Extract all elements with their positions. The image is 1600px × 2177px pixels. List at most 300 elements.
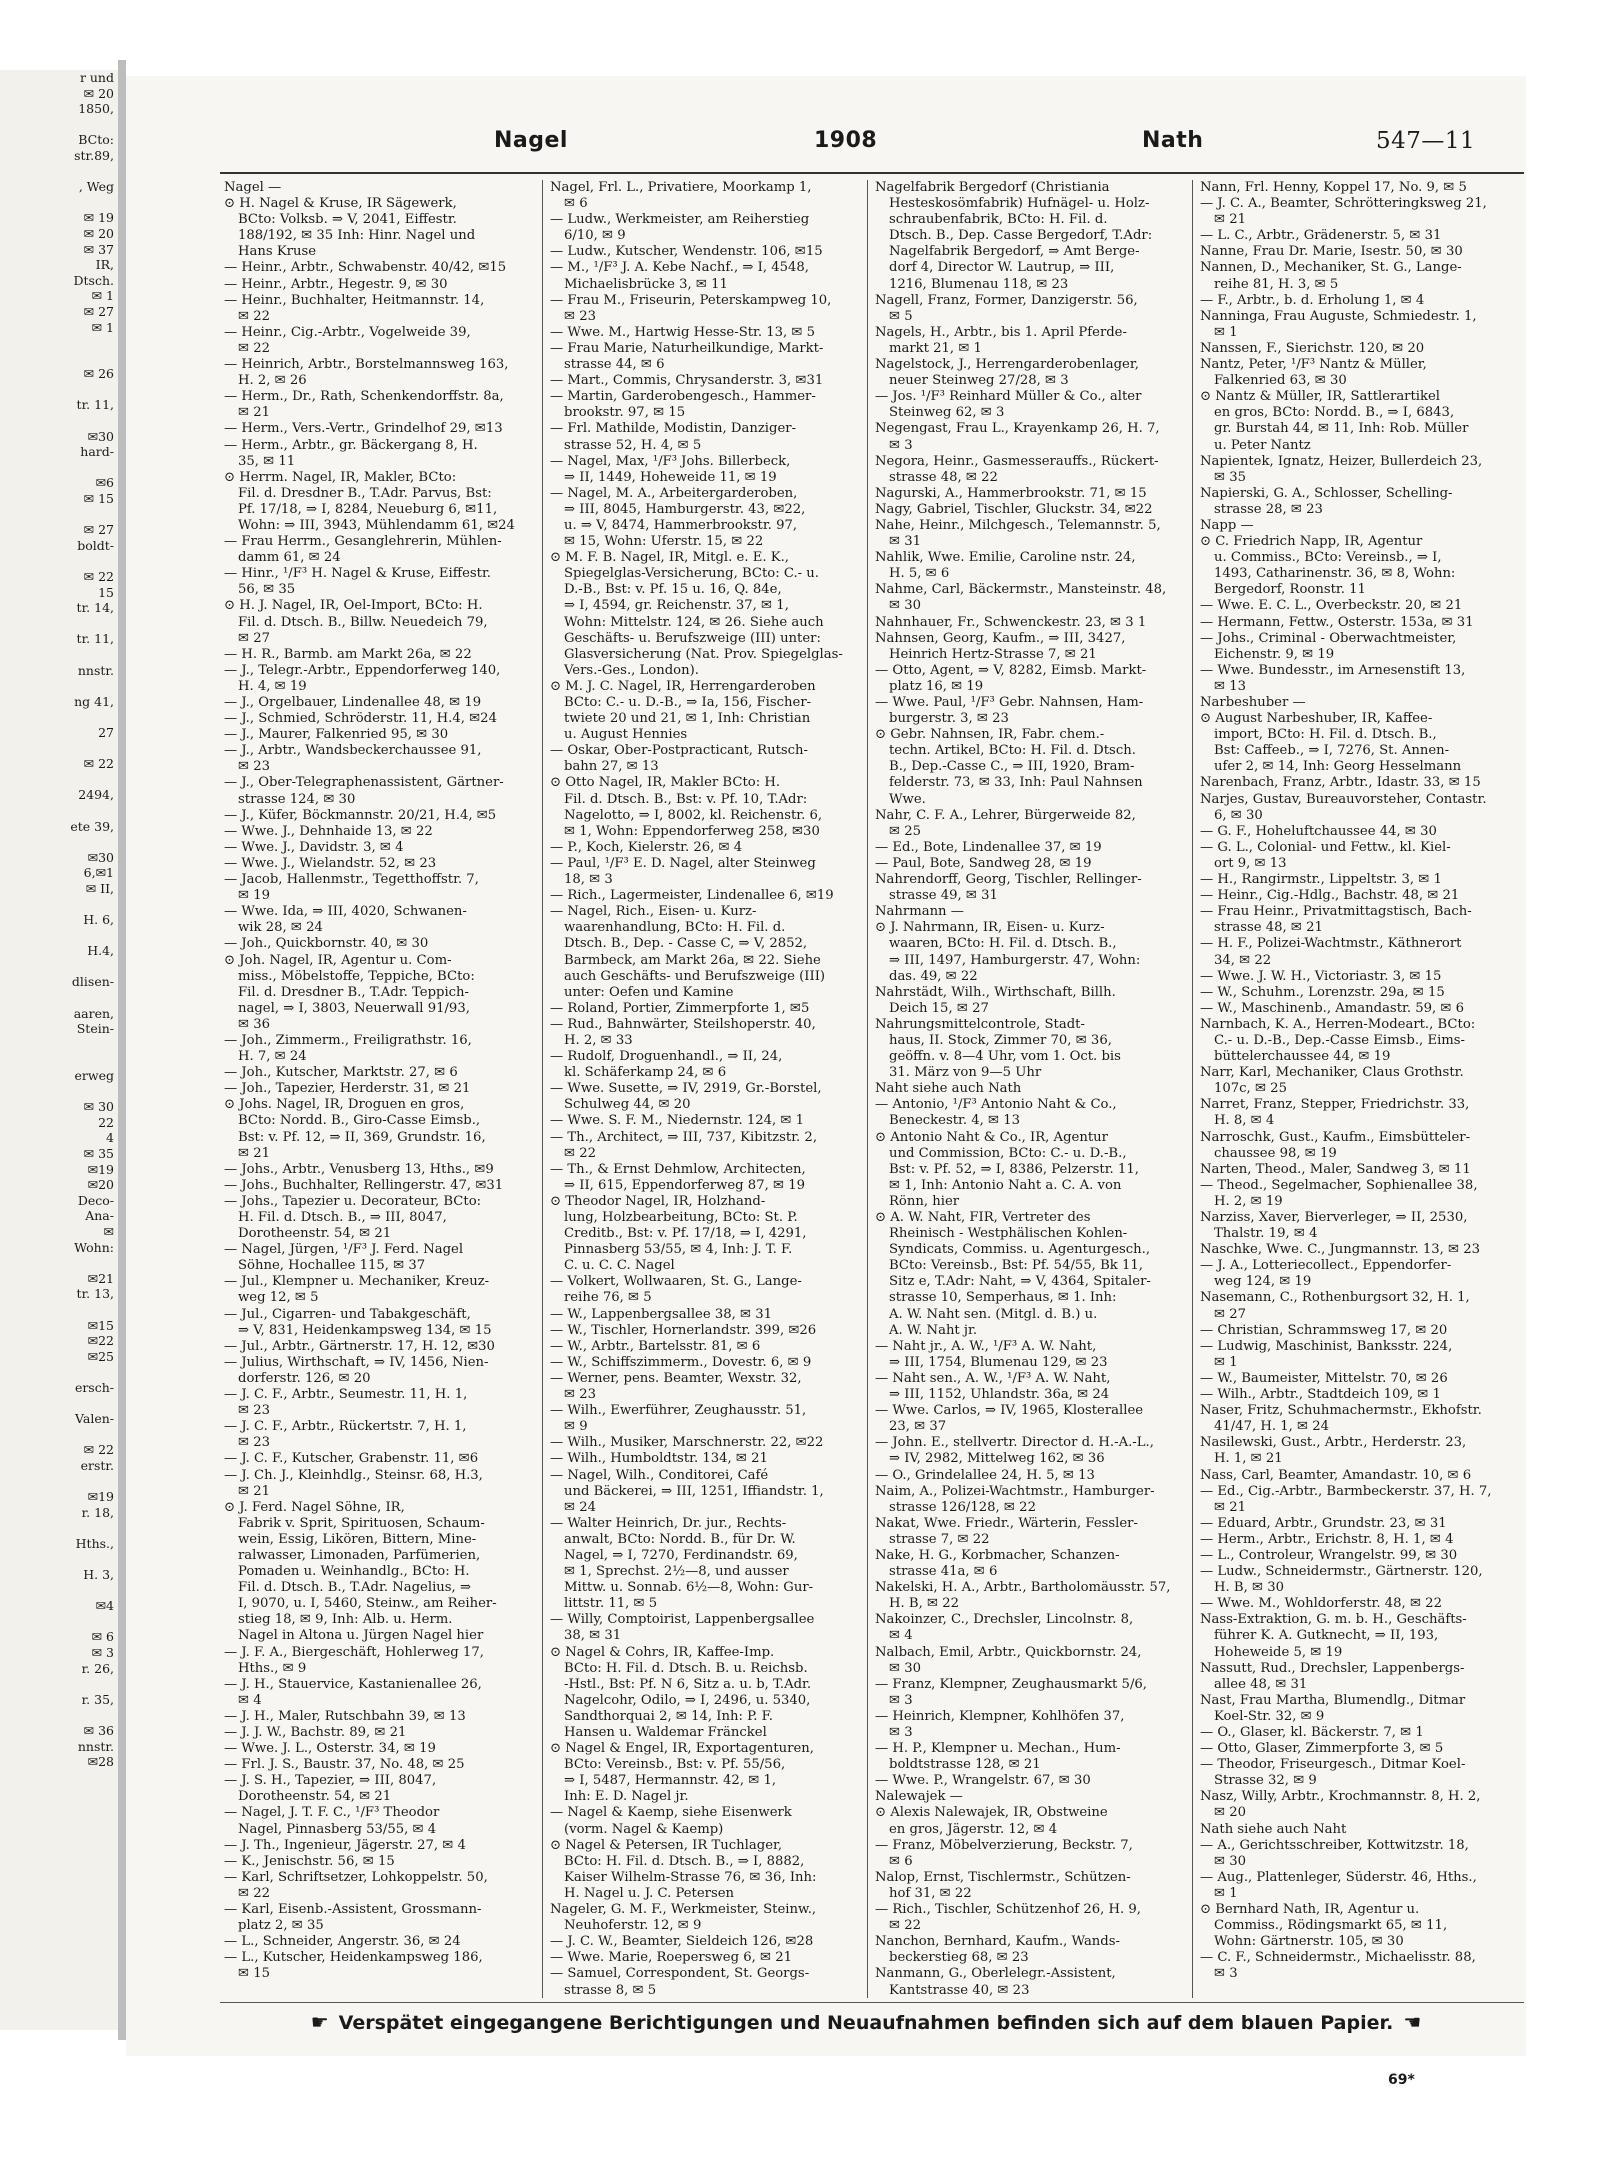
prev-page-fragment: ✉ 36 xyxy=(83,1722,114,1738)
entry-line: — Otto, Agent, ⇒ V, 8282, Eimsb. Markt- xyxy=(875,662,1147,678)
entry-line: — Wilh., Arbtr., Stadtdeich 109, ✉ 1 xyxy=(1200,1387,1441,1403)
entry-line: — Christian, Schrammsweg 17, ✉ 20 xyxy=(1200,1322,1448,1338)
entry-line: ⇒ III, 1754, Blumenau 129, ✉ 23 xyxy=(889,1354,1108,1370)
entry-line: — Johs., Criminal - Oberwachtmeister, xyxy=(1200,630,1457,646)
entry-line: boldtstrasse 128, ✉ 21 xyxy=(889,1757,1041,1773)
entry-line: Naim, A., Polizei-Wachtmstr., Hamburger- xyxy=(875,1483,1155,1499)
entry-line: u. Peter Nantz xyxy=(1214,437,1311,453)
prev-page-fragment: ✉ xyxy=(103,1223,114,1239)
entry-line: strasse 49, ✉ 31 xyxy=(889,888,998,904)
entry-line: weg 124, ✉ 19 xyxy=(1214,1274,1312,1290)
entry-line: Kantstrasse 40, ✉ 23 xyxy=(889,1982,1030,1998)
entry-line: — H., Rangirmstr., Lippeltstr. 3, ✉ 1 xyxy=(1200,872,1442,888)
entry-line: strasse 48, ✉ 21 xyxy=(1214,920,1323,936)
entry-line: Dtsch. B., Dep. Casse Bergedorf, T.Adr: xyxy=(889,228,1153,244)
prev-page-fragment: tr. 14, xyxy=(76,600,114,616)
entry-line: ⊙ Nagel & Engel, IR, Exportagenturen, xyxy=(550,1741,814,1757)
entry-line: Narr, Karl, Mechaniker, Claus Grothstr. xyxy=(1200,1065,1464,1081)
entry-line: — Wilh., Ewerführer, Zeughausstr. 51, xyxy=(550,1403,807,1419)
entry-line: 18, ✉ 3 xyxy=(564,872,613,888)
entry-line: Fil. d. Dresdner B., T.Adr. Teppich- xyxy=(238,984,470,1000)
header-rule xyxy=(220,172,1524,174)
prev-page-fragment xyxy=(0,351,118,367)
prev-page-fragment: H. 3, xyxy=(83,1567,114,1582)
entry-line: Nannen, D., Mechaniker, St. G., Lange- xyxy=(1200,260,1462,276)
entry-line: Nahme, Carl, Bäckermstr., Mansteinstr. 48, xyxy=(875,582,1167,598)
entry-line: — Franz, Möbelverzierung, Beckstr. 7, xyxy=(875,1837,1133,1853)
entry-line: — Jos. ¹/F³ Reinhard Müller & Co., alter xyxy=(875,389,1142,405)
prev-page-fragment: ✉19 xyxy=(87,1489,114,1505)
prev-page-fragment xyxy=(0,382,118,398)
entry-line: u. ⇒ V, 8474, Hammerbrookstr. 97, xyxy=(564,517,798,533)
entry-line: bahn 27, ✉ 13 xyxy=(564,759,659,775)
entry-line: 1493, Catharinenstr. 36, ✉ 8, Wohn: xyxy=(1214,566,1456,582)
entry-line: — Wwe. J. W. H., Victoriastr. 3, ✉ 15 xyxy=(1200,968,1442,984)
column-1 xyxy=(224,180,536,1998)
column-divider xyxy=(1192,180,1193,1998)
entry-line: 107c, ✉ 25 xyxy=(1214,1081,1287,1097)
entry-line: ⊙ J. Ferd. Nagel Söhne, IR, xyxy=(224,1499,405,1515)
entry-line: — Rich., Tischler, Schützenhof 26, H. 9, xyxy=(875,1902,1141,1918)
entry-line: — J., Schmied, Schröderstr. 11, H.4, ✉24 xyxy=(224,711,497,727)
prev-page-fragment: r und xyxy=(79,70,114,85)
column-2 xyxy=(550,180,862,1998)
entry-line: — Wilh., Humboldtstr. 134, ✉ 21 xyxy=(550,1451,768,1467)
entry-line: — Ludw., Werkmeister, am Reiherstieg xyxy=(550,212,810,228)
entry-line: Nagel — xyxy=(224,180,282,195)
prev-page-fragment xyxy=(0,896,118,912)
entry-line: Nanne, Frau Dr. Marie, Isestr. 50, ✉ 30 xyxy=(1200,244,1463,260)
entry-line: ✉ 20 xyxy=(1214,1805,1247,1821)
entry-line: Nahrmann — xyxy=(875,904,964,920)
entry-line: — Th., Architect, ⇒ III, 737, Kibitzstr. 2, xyxy=(550,1129,818,1145)
entry-line: — J. S. H., Tapezier, ⇒ III, 8047, xyxy=(224,1773,437,1789)
entry-line: strasse 10, Semperhaus, ✉ 1. Inh: xyxy=(889,1290,1117,1306)
entry-line: — L., Schneider, Angerstr. 36, ✉ 24 xyxy=(224,1934,461,1950)
entry-line: ✉ 21 xyxy=(238,1145,271,1161)
entry-line: Naht siehe auch Nath xyxy=(875,1081,1022,1097)
entry-line: H. Nagel u. J. C. Petersen xyxy=(564,1885,735,1901)
prev-page-fragment xyxy=(0,1707,118,1723)
entry-line: Nagel in Altona u. Jürgen Nagel hier xyxy=(238,1628,484,1644)
prev-page-fragment xyxy=(0,1427,118,1443)
entry-line: Geschäfts- u. Berufszweige (III) unter: xyxy=(564,630,821,646)
entry-line: Nakelski, H. A., Arbtr., Bartholomäusstr. 57, xyxy=(875,1580,1171,1596)
entry-line: ⊙ Antonio Naht & Co., IR, Agentur xyxy=(875,1129,1108,1145)
entry-line: — Aug., Plattenleger, Süderstr. 46, Hths., xyxy=(1200,1869,1477,1885)
prev-page-fragment: Ana- xyxy=(85,1208,114,1224)
entry-line: — Roland, Portier, Zimmerpforte 1, ✉5 xyxy=(550,1000,810,1016)
prev-page-fragment: ersch- xyxy=(74,1379,114,1395)
entry-line: — O., Grindelallee 24, H. 5, ✉ 13 xyxy=(875,1467,1095,1483)
prev-page-fragment: ✉ 22 xyxy=(83,569,114,584)
prev-page-fragment: Hths., xyxy=(75,1535,114,1551)
prev-page-fragment xyxy=(0,1395,118,1411)
entry-line: — Mart., Commis, Chrysanderstr. 3, ✉31 xyxy=(550,373,824,389)
prev-page-fragment: ✉ 22 xyxy=(83,756,114,772)
entry-line: Hansen u. Waldemar Fränckel xyxy=(564,1725,767,1740)
entry-line: Nagels, H., Arbtr., bis 1. April Pferde- xyxy=(875,324,1127,340)
entry-line: hof 31, ✉ 22 xyxy=(889,1885,972,1901)
entry-line: Nagelfabrik Bergedorf (Christiania xyxy=(875,180,1110,195)
entry-line: — Jacob, Hallenmstr., Tegetthoffstr. 7, xyxy=(224,872,479,888)
entry-line: ✉ 3 xyxy=(1214,1966,1238,1982)
entry-line: waaren, BCto: H. Fil. d. Dtsch. B., xyxy=(889,936,1117,952)
entry-line: Wohn: Gärtnerstr. 105, ✉ 30 xyxy=(1214,1934,1404,1950)
prev-page-fragment: ✉21 xyxy=(87,1270,114,1286)
entry-line: — Hermann, Fettw., Osterstr. 153a, ✉ 31 xyxy=(1200,614,1474,630)
entry-line: reihe 81, H. 3, ✉ 5 xyxy=(1214,276,1339,292)
entry-line: — M., ¹/F³ J. A. Kebe Nachf., ⇒ I, 4548, xyxy=(550,260,809,276)
entry-line: Nann, Frl. Henny, Koppel 17, No. 9, ✉ 5 xyxy=(1200,180,1467,195)
entry-line: Bst: v. Pf. 52, ⇒ I, 8386, Pelzerstr. 11, xyxy=(889,1161,1139,1177)
entry-line: — Franz, Klempner, Zeughausmarkt 5/6, xyxy=(875,1676,1147,1692)
entry-line: Nakoinzer, C., Drechsler, Lincolnstr. 8, xyxy=(875,1612,1134,1628)
entry-line: ⊙ A. W. Naht, FIR, Vertreter des xyxy=(875,1210,1091,1225)
entry-line: — Joh., Zimmerm., Freiligrathstr. 16, xyxy=(224,1032,472,1048)
entry-line: strasse 28, ✉ 23 xyxy=(1214,501,1323,517)
entry-line: Nanssen, F., Sierichstr. 120, ✉ 20 xyxy=(1200,340,1425,356)
entry-line: Sandthorquai 2, ✉ 14, Inh: P. F. xyxy=(564,1708,773,1724)
pointing-hand-icon: ☛ xyxy=(310,2010,329,2034)
entry-line: Nalbach, Emil, Arbtr., Quickbornstr. 24, xyxy=(875,1644,1142,1660)
entry-line: ⊙ Bernhard Nath, IR, Agentur u. xyxy=(1200,1902,1420,1918)
entry-line: Schulweg 44, ✉ 20 xyxy=(564,1097,691,1113)
entry-line: -Hstl., Bst: Pf. N 6, Sitz a. u. b, T.Adr. xyxy=(564,1676,812,1692)
entry-line: und Bäckerei, ⇒ III, 1251, Iffiandstr. 1, xyxy=(564,1483,824,1499)
entry-line: Mittw. u. Sonnab. 6½—8, Wohn: Gur- xyxy=(564,1580,814,1596)
entry-line: — Jul., Arbtr., Gärtnerstr. 17, H. 12, ✉30 xyxy=(224,1338,495,1354)
entry-line: — Johs., Buchhalter, Rellingerstr. 47, ✉31 xyxy=(224,1177,504,1193)
entry-line: Syndicats, Commiss. u. Agenturgesch., xyxy=(889,1242,1151,1258)
entry-line: — Wwe. P., Wrangelstr. 67, ✉ 30 xyxy=(875,1773,1091,1789)
entry-line: ✉ 21 xyxy=(238,405,271,421)
entry-line: ⊙ H. Nagel & Kruse, IR Sägewerk, xyxy=(224,196,457,212)
prev-page-fragment: 27 xyxy=(98,724,114,740)
prev-page-fragment xyxy=(0,460,118,476)
prev-page-fragment xyxy=(0,1255,118,1271)
entry-line: ⊙ Otto Nagel, IR, Makler BCto: H. xyxy=(550,775,781,791)
entry-line: Nasilewski, Gust., Arbtr., Herderstr. 23, xyxy=(1200,1435,1467,1451)
entry-line: ✉ 15 xyxy=(238,1966,271,1982)
entry-line: Nahe, Heinr., Milchgesch., Telemannstr. 5, xyxy=(875,517,1161,533)
entry-line: und Commission, BCto: C.- u. D.-B., xyxy=(889,1145,1127,1161)
prev-page-fragment xyxy=(0,1583,118,1599)
prev-page-fragment: BCto: xyxy=(78,132,114,148)
entry-line: — J. J. W., Bachstr. 89, ✉ 21 xyxy=(224,1725,407,1740)
entry-line: u. Commiss., BCto: Vereinsb., ⇒ I, xyxy=(1214,550,1442,566)
entry-line: en gros, BCto: Nordd. B., ⇒ I, 6843, xyxy=(1214,405,1455,421)
book-gutter xyxy=(118,60,126,2040)
entry-line: ✉ 13 xyxy=(1214,678,1247,694)
entry-line: Nanninga, Frau Auguste, Schmiedestr. 1, xyxy=(1200,308,1477,324)
entry-line: — Paul, Bote, Sandweg 28, ✉ 19 xyxy=(875,855,1092,871)
entry-line: 56, ✉ 35 xyxy=(238,582,296,598)
entry-line: BCto: H. Fil. d. Dtsch. B. u. Reichsb. xyxy=(564,1660,808,1676)
prev-page-fragment: ✉25 xyxy=(87,1348,114,1364)
entry-line: H. 8, ✉ 4 xyxy=(1214,1113,1275,1129)
entry-line: — Jul., Klempner u. Mechaniker, Kreuz- xyxy=(224,1274,490,1290)
prev-page-fragment xyxy=(0,1052,118,1068)
entry-line: Nahrungsmittelcontrole, Stadt- xyxy=(875,1016,1085,1032)
prev-page-fragment: 2494, xyxy=(78,787,114,803)
prev-page-fragment: dlisen- xyxy=(71,974,114,990)
entry-line: — Karl, Schriftsetzer, Lohkoppelstr. 50, xyxy=(224,1869,488,1885)
entry-line: Nanchon, Bernhard, Kaufm., Wands- xyxy=(875,1934,1120,1950)
entry-line: 34, ✉ 22 xyxy=(1214,952,1272,968)
entry-line: techn. Artikel, BCto: H. Fil. d. Dtsch. xyxy=(889,743,1136,759)
prev-page-fragment xyxy=(0,1676,118,1692)
entry-line: ✉ 4 xyxy=(889,1628,913,1644)
entry-line: ort 9, ✉ 13 xyxy=(1214,855,1287,871)
entry-line: H. Fil. d. Dtsch. B., ⇒ III, 8047, xyxy=(238,1210,447,1225)
entry-line: — J. Ch. J., Kleinhdlg., Steinsr. 68, H.3, xyxy=(224,1467,483,1483)
prev-page-fragment xyxy=(0,164,118,180)
entry-line: — Wilh., Musiker, Marschnerstr. 22, ✉22 xyxy=(550,1435,824,1451)
entry-line: — J. F. A., Biergeschäft, Hohlerweg 17, xyxy=(224,1644,484,1660)
prev-page-fragment: Wohn: xyxy=(74,1239,114,1255)
entry-line: strasse 44, ✉ 6 xyxy=(564,357,665,373)
entry-line: — Wwe. J., Dehnhaide 13, ✉ 22 xyxy=(224,823,433,839)
prev-page-fragment: ✉ 27 xyxy=(83,303,114,319)
entry-line: ✉ 23 xyxy=(238,759,271,775)
entry-line: ⇒ II, 615, Eppendorferweg 87, ✉ 19 xyxy=(564,1177,805,1193)
entry-line: Bergedorf, Roonstr. 11 xyxy=(1214,582,1366,598)
entry-line: Thalstr. 19, ✉ 4 xyxy=(1214,1226,1318,1242)
entry-line: H. 4, ✉ 19 xyxy=(238,678,307,694)
entry-line: — F., Arbtr., b. d. Erholung 1, ✉ 4 xyxy=(1200,292,1425,308)
entry-line: — Heinr., Cig.-Arbtr., Vogelweide 39, xyxy=(224,324,471,340)
entry-line: — Nagel, J. T. F. C., ¹/F³ Theodor xyxy=(224,1805,440,1821)
entry-line: — Nagel, Jürgen, ¹/F³ J. Ferd. Nagel xyxy=(224,1242,464,1258)
entry-line: ✉ 23 xyxy=(238,1403,271,1419)
entry-line: ✉ 22 xyxy=(564,1145,597,1161)
entry-line: — H. F., Polizei-Wachtmstr., Käthnerort xyxy=(1200,936,1462,952)
entry-line: — W., Maschinenb., Amandastr. 59, ✉ 6 xyxy=(1200,1000,1465,1016)
entry-line: dorf 4, Director W. Lautrup, ⇒ III, xyxy=(889,260,1115,276)
entry-line: — W., Baumeister, Mittelstr. 70, ✉ 26 xyxy=(1200,1370,1448,1386)
entry-line: ✉ 15, Wohn: Uferstr. 15, ✉ 22 xyxy=(564,534,764,550)
entry-line: Fabrik v. Sprit, Spirituosen, Schaum- xyxy=(238,1515,485,1531)
entry-line: Narroschk, Gust., Kaufm., Eimsbütteler- xyxy=(1200,1129,1471,1145)
entry-line: unter: Oefen und Kamine xyxy=(564,984,734,1000)
entry-line: D.-B., Bst: v. Pf. 15 u. 16, Q. 84e, xyxy=(564,582,782,598)
entry-line: — Herm., Dr., Rath, Schenkendorffstr. 8a, xyxy=(224,389,504,405)
entry-line: — Wwe. Marie, Roepersweg 6, ✉ 21 xyxy=(550,1950,792,1966)
entry-line: — Frau Heinr., Privatmittagstisch, Bach- xyxy=(1200,904,1472,920)
entry-line: — Wwe. M., Wohldorferstr. 48, ✉ 22 xyxy=(1200,1596,1442,1612)
entry-line: ✉ 4 xyxy=(238,1692,262,1708)
entry-line: ✉ 3 xyxy=(889,1692,913,1708)
prev-page-fragment: ✉ 20 xyxy=(83,225,114,241)
entry-line: — J., Ober-Telegraphenassistent, Gärtner- xyxy=(224,775,504,791)
entry-line: Nagelstock, J., Herrengarderobenlager, xyxy=(875,357,1139,373)
entry-line: strasse 124, ✉ 30 xyxy=(238,791,356,807)
entry-line: import, BCto: H. Fil. d. Dtsch. B., xyxy=(1214,727,1437,743)
entry-line: — J. C. F., Kutscher, Grabenstr. 11, ✉6 xyxy=(224,1451,479,1467)
entry-line: Nassutt, Rud., Drechsler, Lappenbergs- xyxy=(1200,1660,1465,1676)
entry-line: ✉ 21 xyxy=(1214,1499,1247,1515)
entry-line: — G. L., Colonial- und Fettw., kl. Kiel- xyxy=(1200,839,1451,855)
entry-line: Wohn: ⇒ III, 3943, Mühlendamm 61, ✉24 xyxy=(238,517,515,533)
prev-page-fragment xyxy=(0,709,118,725)
entry-line: lung, Holzbearbeitung, BCto: St. P. xyxy=(564,1210,798,1225)
entry-line: — L., Kutscher, Heidenkampsweg 186, xyxy=(224,1950,483,1966)
prev-page-fragment: nnstr. xyxy=(77,662,114,678)
entry-line: ⇒ I, 5487, Hermannstr. 42, ✉ 1, xyxy=(564,1773,777,1789)
entry-line: ✉ 1 xyxy=(1214,1885,1238,1901)
prev-page-fragment xyxy=(0,1614,118,1630)
entry-line: Beneckestr. 4, ✉ 13 xyxy=(889,1113,1021,1129)
entry-line: waarenhandlung, BCto: H. Fil. d. xyxy=(564,920,786,936)
entry-line: — Nagel & Kaemp, siehe Eisenwerk xyxy=(550,1805,792,1821)
entry-line: Fil. d. Dtsch. B., T.Adr. Nagelius, ⇒ xyxy=(238,1580,471,1596)
entry-line: 188/192, ✉ 35 Inh: Hinr. Nagel und xyxy=(238,228,476,244)
entry-line: stieg 18, ✉ 9, Inh: Alb. u. Herm. xyxy=(238,1612,453,1628)
entry-line: Nageler, G. M. F., Werkmeister, Steinw., xyxy=(550,1902,817,1918)
entry-line: — Joh., Tapezier, Herderstr. 31, ✉ 21 xyxy=(224,1081,471,1097)
entry-line: Narbeshuber — xyxy=(1200,695,1306,710)
footer-notice xyxy=(206,2010,1526,2040)
entry-line: — Julius, Wirthschaft, ⇒ IV, 1456, Nien- xyxy=(224,1354,489,1370)
prev-page-fragment xyxy=(0,1473,118,1489)
entry-line: Nahnhauer, Fr., Schwenckestr. 23, ✉ 3 1 xyxy=(875,614,1147,630)
prev-page-fragment: Dtsch. xyxy=(73,272,114,288)
entry-line: — Wwe. J. L., Osterstr. 34, ✉ 19 xyxy=(224,1741,436,1757)
prev-page-fragment: 6,✉1 xyxy=(83,865,114,881)
prev-page-fragment xyxy=(0,507,118,523)
entry-line: ✉ 1, Inh: Antonio Naht a. C. A. von xyxy=(889,1177,1122,1193)
prev-page-fragment: r. 26, xyxy=(81,1660,114,1676)
entry-line: Nagelcohr, Odilo, ⇒ I, 2496, u. 5340, xyxy=(564,1692,811,1708)
entry-line: platz 2, ✉ 35 xyxy=(238,1918,324,1934)
entry-line: Eichenstr. 9, ✉ 19 xyxy=(1214,646,1335,662)
entry-line: — Joh., Kutscher, Marktstr. 27, ✉ 6 xyxy=(224,1065,458,1081)
prev-page-fragment xyxy=(0,553,118,569)
prev-page-fragment: boldt- xyxy=(77,537,114,553)
prev-page-fragment: H.4, xyxy=(87,943,114,959)
entry-line: beckerstieg 68, ✉ 23 xyxy=(889,1950,1029,1966)
prev-page-fragment: ✉ 26 xyxy=(83,366,114,382)
entry-line: — Naht jr., A. W., ¹/F³ A. W. Naht, xyxy=(875,1338,1097,1354)
entry-line: Napientek, Ignatz, Heizer, Bullerdeich 23, xyxy=(1200,453,1483,469)
entry-line: Negengast, Frau L., Krayenkamp 26, H. 7, xyxy=(875,421,1160,437)
entry-line: — W., Schuhm., Lorenzstr. 29a, ✉ 15 xyxy=(1200,984,1445,1000)
entry-line: Narjes, Gustav, Bureauvorsteher, Contastr. xyxy=(1200,791,1487,807)
entry-line: reihe 76, ✉ 5 xyxy=(564,1290,652,1306)
entry-line: Nahrendorff, Georg, Tischler, Rellinger- xyxy=(875,872,1142,888)
entry-line: Nagelotto, ⇒ I, 8002, kl. Reichenstr. 6, xyxy=(564,807,823,823)
entry-line: ✉ 1 xyxy=(1214,1354,1238,1370)
entry-line: ✉ 22 xyxy=(238,340,271,356)
entry-line: — J. C. A., Beamter, Schrötteringksweg 21, xyxy=(1200,196,1487,212)
prev-page-fragment: erweg xyxy=(74,1068,114,1083)
entry-line: — K., Jenischstr. 56, ✉ 15 xyxy=(224,1853,395,1869)
entry-line: Deich 15, ✉ 27 xyxy=(889,1000,989,1016)
entry-line: ✉ 21 xyxy=(238,1483,271,1499)
prev-page-fragment xyxy=(0,616,118,632)
prev-page-fragment: tr. 13, xyxy=(76,1286,114,1302)
entry-line: — Oskar, Ober-Postpracticant, Rutsch- xyxy=(550,743,808,759)
entry-line: brookstr. 97, ✉ 15 xyxy=(564,405,686,421)
entry-line: 6, ✉ 30 xyxy=(1214,807,1263,823)
entry-line: Fil. d. Dtsch. B., Bst: v. Pf. 10, T.Adr: xyxy=(564,791,808,807)
entry-line: Vers.-Ges., London). xyxy=(564,662,699,678)
entry-line: — Jul., Cigarren- und Tabakgeschäft, xyxy=(224,1306,471,1322)
prev-page-fragment: ✉ II, xyxy=(85,880,114,896)
entry-line: — H. P., Klempner u. Mechan., Hum- xyxy=(875,1741,1121,1757)
entry-line: — J. H., Maler, Rutschbahn 39, ✉ 13 xyxy=(224,1708,466,1724)
entry-line: ⇒ III, 1152, Uhlandstr. 36a, ✉ 24 xyxy=(889,1387,1110,1403)
entry-line: strasse 52, H. 4, ✉ 5 xyxy=(564,437,702,453)
entry-line: ⊙ C. Friedrich Napp, IR, Agentur xyxy=(1200,534,1423,550)
prev-page-fragment xyxy=(0,335,118,351)
prev-page-fragment: ✉30 xyxy=(87,849,114,865)
entry-line: ✉ 6 xyxy=(564,196,588,212)
entry-line: littstr. 11, ✉ 5 xyxy=(564,1596,658,1612)
entry-line: Nagelfabrik Bergedorf, ⇒ Amt Berge- xyxy=(889,244,1140,260)
printer-signature: 69* xyxy=(1388,2072,1415,2088)
entry-line: ⇒ I, 4594, gr. Reichenstr. 37, ✉ 1, xyxy=(564,598,789,614)
entry-line: neuer Steinweg 27/28, ✉ 3 xyxy=(889,373,1069,389)
previous-page-edge xyxy=(0,70,121,2030)
entry-line: — J., Maurer, Falkenried 95, ✉ 30 xyxy=(224,727,449,743)
entry-line: ✉ 3 xyxy=(889,437,913,453)
entry-line: führer K. A. Gutknecht, ⇒ II, 193, xyxy=(1214,1628,1439,1644)
entry-line: — Frau Marie, Naturheilkundige, Markt- xyxy=(550,340,824,356)
entry-line: Napierski, G. A., Schlosser, Schelling- xyxy=(1200,485,1453,501)
entry-line: — Otto, Glaser, Zimmerpforte 3, ✉ 5 xyxy=(1200,1741,1444,1757)
entry-line: — Theod., Segelmacher, Sophienallee 38, xyxy=(1200,1177,1478,1193)
entry-line: ⊙ Herrm. Nagel, IR, Makler, BCto: xyxy=(224,469,457,485)
entry-line: ⊙ Nagel & Petersen, IR Tuchlager, xyxy=(550,1837,783,1853)
entry-line: ✉ 21 xyxy=(1214,212,1247,228)
entry-line: Narten, Theod., Maler, Sandweg 3, ✉ 11 xyxy=(1200,1161,1471,1177)
entry-line: — Ed., Bote, Lindenallee 37, ✉ 19 xyxy=(875,839,1102,855)
prev-page-fragment xyxy=(0,928,118,944)
entry-line: — Wwe. S. F. M., Niedernstr. 124, ✉ 1 xyxy=(550,1113,805,1129)
entry-line: Hoheweide 5, ✉ 19 xyxy=(1214,1644,1343,1660)
prev-page-fragment: ✉4 xyxy=(95,1598,114,1614)
prev-page-fragment: ✉22 xyxy=(87,1333,114,1349)
entry-line: Nake, H. G., Korbmacher, Schanzen- xyxy=(875,1547,1120,1563)
prev-page-fragment xyxy=(0,1084,118,1100)
entry-line: — Johs., Tapezier u. Decorateur, BCto: xyxy=(224,1193,482,1209)
entry-line: ⊙ J. Nahrmann, IR, Eisen- u. Kurz- xyxy=(875,920,1105,936)
entry-line: — J., Küfer, Böckmannstr. 20/21, H.4, ✉5 xyxy=(224,807,497,823)
entry-line: Nahlik, Wwe. Emilie, Caroline nstr. 24, xyxy=(875,550,1136,566)
entry-line: Neuhoferstr. 12, ✉ 9 xyxy=(564,1918,702,1934)
entry-line: H. 2, ✉ 26 xyxy=(238,373,307,389)
entry-line: ✉ 22 xyxy=(238,308,271,324)
prev-page-fragment xyxy=(0,1302,118,1318)
entry-line: — Samuel, Correspondent, St. Georgs- xyxy=(550,1966,810,1982)
entry-line: — J. C. W., Beamter, Sieldeich 126, ✉28 xyxy=(550,1934,814,1950)
entry-line: — Wwe. J., Davidstr. 3, ✉ 4 xyxy=(224,839,404,855)
prev-page-fragment: hard- xyxy=(80,444,114,460)
prev-page-fragment xyxy=(0,772,118,788)
entry-line: Hans Kruse xyxy=(238,244,317,260)
entry-line: Hesteskosömfabrik) Hufnägel- u. Holz- xyxy=(889,196,1150,212)
entry-line: — G. F., Hoheluftchaussee 44, ✉ 30 xyxy=(1200,823,1437,839)
entry-line: Steinweg 62, ✉ 3 xyxy=(889,405,1005,421)
entry-line: dorferstr. 126, ✉ 20 xyxy=(238,1370,371,1386)
entry-line: Nalewajek — xyxy=(875,1789,963,1805)
entry-line: Nass-Extraktion, G. m. b. H., Geschäfts- xyxy=(1200,1612,1467,1628)
entry-line: ✉ 30 xyxy=(889,1660,922,1676)
entry-line: Heinrich Hertz-Strasse 7, ✉ 21 xyxy=(889,646,1097,662)
entry-line: u. August Hennies xyxy=(564,727,688,743)
